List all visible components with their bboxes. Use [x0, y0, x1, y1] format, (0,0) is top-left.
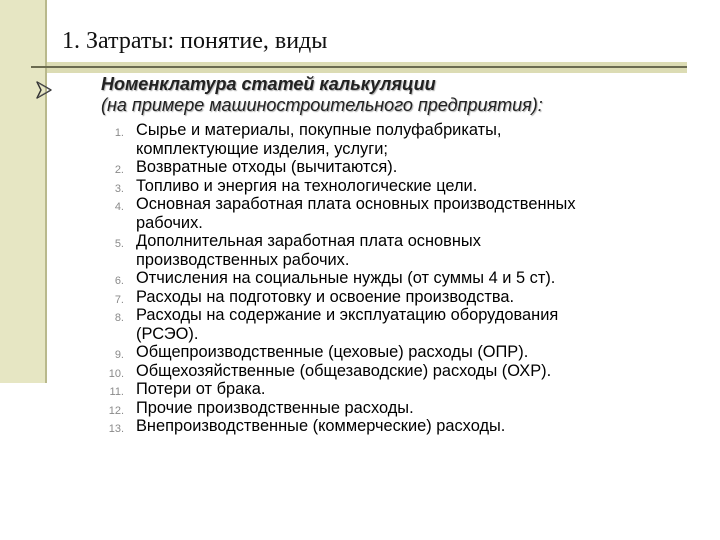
list-item: [96, 269, 696, 288]
list-item-text: Прочие производственные расходы.: [136, 398, 414, 417]
list-item-text: Общепроизводственные (цеховые) расходы (ОПР).: [136, 343, 529, 361]
list-item: [96, 232, 696, 269]
list-item: [96, 380, 696, 399]
list-item-text: Основная заработная плата основных производственных рабочих.: [136, 195, 576, 232]
list-item-text: Общехозяйственные (общезаводские) расходы (ОХР).: [136, 361, 552, 380]
list-item-number: 4.: [114, 201, 124, 213]
list-item: [96, 177, 696, 196]
list-item-number: 9.: [114, 349, 124, 361]
list-item: [96, 417, 696, 436]
list-item: [96, 343, 696, 362]
list-item-text: Расходы на содержание и эксплуатацию оборудования (РСЭО).: [136, 306, 559, 343]
list-item: [96, 362, 696, 381]
list-heading: [101, 74, 543, 116]
list-item: [96, 399, 696, 418]
list-item-number: 6.: [114, 275, 124, 287]
list-item: [96, 306, 696, 343]
list-item: [96, 288, 696, 307]
list-item-text: Внепроизводственные (коммерческие) расходы.: [136, 417, 506, 435]
decorative-side-band: [0, 0, 47, 383]
list-item: [96, 195, 696, 232]
side-band-edge: [45, 0, 47, 383]
list-item-number: 12.: [108, 404, 124, 417]
slide-title: 1. Затраты: понятие, виды: [62, 28, 328, 54]
list-heading-line-2: (на примере машиностроительного предприятия):: [101, 95, 543, 115]
list-item: [96, 121, 696, 158]
list-item-number: 5.: [114, 238, 124, 250]
list-item-number: 10.: [108, 367, 124, 380]
list-item-number: 1.: [114, 127, 124, 139]
list-item-text: Расходы на подготовку и освоение производства.: [136, 287, 515, 306]
list-item-text: Возвратные отходы (вычитаются).: [136, 158, 398, 176]
list-item-text: Потери от брака.: [136, 380, 266, 398]
title-underline: [31, 66, 687, 68]
list-item-text: Топливо и энергия на технологические цели.: [136, 176, 478, 195]
arrow-bullet-icon: [34, 80, 54, 100]
list-item-number: 8.: [114, 312, 124, 324]
list-item-text: Отчисления на социальные нужды (от суммы 4 и 5 ст).: [136, 269, 556, 287]
list-item-number: 2.: [114, 164, 124, 176]
list-item-number: 3.: [114, 182, 124, 195]
list-heading-line-1: Номенклатура статей калькуляции: [101, 74, 436, 94]
list-item-text: Сырье и материалы, покупные полуфабрикаты, комплектующие изделия, услуги;: [136, 121, 502, 158]
list-item-text: Дополнительная заработная плата основных производственных рабочих.: [136, 232, 481, 269]
list-item-number: 7.: [114, 293, 124, 306]
list-item-number: 13.: [108, 423, 124, 435]
list-item-number: 11.: [109, 386, 124, 398]
cost-items-list: [96, 121, 696, 436]
list-item: [96, 158, 696, 177]
